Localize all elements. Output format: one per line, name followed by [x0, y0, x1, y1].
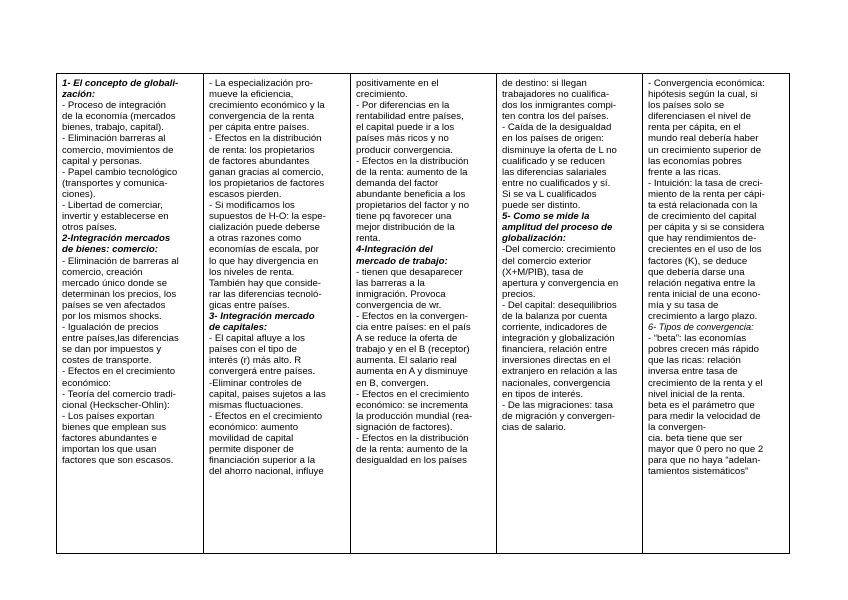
text-line: cional (Heckscher-Ohlin): [62, 399, 170, 411]
text-line: -Eliminar controles de [209, 377, 302, 389]
section-heading-line: mercado de trabajo: [356, 255, 448, 267]
section-heading-line: amplitud del proceso de [502, 222, 613, 234]
text-line: mayor que 0 pero no que 2 [648, 444, 764, 456]
text-line: per cápita y si se considera [648, 222, 765, 234]
text-line: de migración y convergen- [502, 410, 616, 422]
text-line: escasos pierden. [209, 188, 282, 200]
text-line: abundante beneficia a los [356, 188, 466, 200]
text-line: de destino: si llegan [502, 78, 587, 89]
text-line: - Efectos en el crecimiento [62, 366, 176, 378]
text-line: factores (K), se deduce [648, 255, 748, 267]
text-line: capital y personas. [62, 155, 142, 167]
text-line: factores abundantes e [62, 433, 157, 444]
section-heading-line: de bienes: comercio: [62, 244, 158, 256]
text-line: desigualdad en los países [356, 455, 467, 467]
text-line: nacionales, convergencia [502, 377, 611, 389]
text-line: - La especialización pro- [209, 78, 313, 89]
section-heading-line: 5- Como se mide la [502, 211, 590, 223]
text-line: renta per cápita, en el [648, 122, 741, 134]
text-line: la producción mundial (rea- [356, 410, 473, 422]
text-line: - Teoría del comercio tradi- [62, 388, 176, 400]
text-line: apertura y convergencia en [502, 277, 619, 289]
text-line: extranjero en relación a las [502, 366, 618, 378]
text-line: la convergen- [648, 421, 707, 433]
section-heading-line: 1- El concepto de globali- [62, 78, 179, 89]
table-column-5 [643, 74, 789, 553]
section-heading-line: 3- Integración mercado [209, 310, 315, 322]
text-line: - Efectos en la distribución [209, 133, 322, 145]
text-line: de la renta: aumento de la [356, 444, 468, 456]
text-line: aumenta en A y disminuye [356, 366, 468, 378]
text-line: convergencia de la renta [209, 111, 315, 123]
text-line: demanda del factor [356, 177, 439, 189]
text-line: a otras razones como [209, 233, 302, 245]
text-line: diferenciasen el nivel de [648, 111, 751, 123]
text-line: del ahorro nacional, influye [209, 466, 324, 478]
text-line: rentabilidad entre países, [356, 111, 464, 123]
text-line: nivel inicial de la renta. [648, 388, 746, 400]
text-line: aumenta. El salario real [356, 355, 457, 367]
text-line: - De las migraciones: tasa [502, 399, 613, 411]
text-line: miento de la renta per cápi- [648, 188, 765, 200]
text-line: se dan por impuestos y [62, 344, 162, 356]
text-line: un crecimiento superior de [648, 144, 762, 156]
notes-table [56, 73, 790, 554]
text-line: precios. [502, 288, 536, 300]
text-line: rar las diferencias tecnoló- [209, 288, 322, 300]
text-line: gicas entre países. [209, 299, 290, 311]
text-line: movilidad de capital [209, 433, 294, 444]
text-line: capital, paises sujetos a las [209, 388, 326, 400]
text-line: pobres crecen más rápido [648, 344, 759, 356]
text-line: determinan los precios, los [62, 288, 177, 300]
text-line: También hay que conside- [209, 277, 321, 289]
text-line: económico: aumento [209, 421, 299, 433]
text-line: - “beta”: las economías [648, 333, 747, 345]
text-line: cialización puede deberse [209, 222, 320, 234]
text-line: Si se va L cualificados [502, 188, 597, 200]
text-line: ciones). [62, 188, 96, 200]
text-line: las economías pobres [648, 155, 742, 167]
text-line: hipótesis según la cual, si [648, 89, 758, 101]
text-line: comercio, creación [62, 266, 143, 278]
text-line: convergerá entre países. [209, 366, 316, 378]
text-line: mía y su tasa de [648, 299, 719, 311]
section-heading-line: zación: [62, 89, 96, 101]
text-line: de factores abundantes [209, 155, 310, 167]
text-line: renta inicial de una econo- [648, 288, 761, 300]
text-line: inversiones directas en el [502, 355, 611, 367]
text-line: - Efectos en la distribución [356, 433, 469, 444]
text-line: - Los países exportan [62, 410, 155, 422]
text-line: inversa entre tasa de [648, 366, 738, 378]
text-line: ganan gracias al comercio, [209, 166, 324, 178]
text-line: importan los que usan [62, 444, 157, 456]
text-line: invertir y establecerse en [62, 211, 169, 223]
text-line: - Intuición: la tasa de creci- [648, 177, 763, 189]
text-line: convergencia de wr. [356, 299, 442, 311]
text-line: renta. [356, 233, 381, 245]
text-line: mejor distribución de la [356, 222, 455, 234]
text-line: que las ricas: relación [648, 355, 741, 367]
text-line: mercado único donde se [62, 277, 168, 289]
text-line: - Por diferencias en la [356, 100, 450, 112]
text-line: los propietarios de factores [209, 177, 325, 189]
text-line: supuestos de H-O: la espe- [209, 211, 326, 223]
text-line: comercio, movimientos de [62, 144, 174, 156]
text-line: trabajo y en el B (receptor) [356, 344, 470, 356]
text-line: en tipos de interés. [502, 388, 584, 400]
text-line: disminuye la oferta de L no [502, 144, 617, 156]
text-line: bienes que emplean sus [62, 421, 167, 433]
text-line: los países solo se [648, 100, 725, 112]
text-line: integración y globalización [502, 333, 615, 345]
text-line: - Efectos en la convergen- [356, 310, 468, 322]
text-line: en los países de origen: [502, 133, 604, 145]
text-line: puede ser distinto. [502, 200, 581, 212]
text-line: crecimiento económico y la [209, 100, 325, 112]
table-column-1 [57, 74, 204, 553]
section-heading-line: 6- Tipos de convergencia: [648, 322, 754, 333]
text-line: entre países,las diferencias [62, 333, 179, 345]
text-line: que debería darse una [648, 266, 745, 278]
text-line: trabajadores no cualifica- [502, 89, 610, 101]
text-line: positivamente en el [356, 78, 439, 89]
text-line: per cápita entre países. [209, 122, 310, 134]
text-line: costes de transporte. [62, 355, 152, 367]
text-line: frente a las ricas. [648, 166, 722, 178]
text-line: crecientes en el uso de los [648, 244, 762, 256]
text-line: economías de escala, por [209, 244, 319, 256]
text-line: que hay rendimientos de- [648, 233, 757, 245]
text-line: bienes, trabajo, capital). [62, 122, 164, 134]
section-heading-line: de capitales: [209, 322, 268, 334]
text-line: dos los inmigrantes compi- [502, 100, 617, 112]
text-line: países con el tipo de [209, 344, 298, 356]
text-line: beta es el parámetro que [648, 399, 755, 411]
text-line: - Libertad de comerciar, [62, 200, 163, 212]
text-line: - tienen que desaparecer [356, 266, 463, 278]
text-line: tamientos sistemáticos” [648, 466, 749, 478]
text-line: crecimiento de la renta y el [648, 377, 763, 389]
text-line: en B, convergen. [356, 377, 429, 389]
text-line: de la economía (mercados [62, 111, 176, 123]
text-line: corriente, indicadores de [502, 322, 608, 334]
text-line: - El capital afluye a los [209, 333, 305, 345]
text-line: cias de salario. [502, 421, 566, 433]
text-line: - Caída de la desigualdad [502, 122, 612, 134]
text-line: - Si modificamos los [209, 200, 295, 212]
text-line: mueve la eficiencia, [209, 89, 294, 101]
section-heading-line: 4-Integración del [356, 244, 433, 256]
text-line: por los mismos shocks. [62, 310, 162, 322]
text-line: - Papel cambio tecnológico [62, 166, 178, 178]
text-line: las diferencias salariales [502, 166, 607, 178]
text-line: - Eliminación barreras al [62, 133, 166, 145]
text-line: relación negativa entre la [648, 277, 756, 289]
table-column-3 [351, 74, 497, 553]
text-line: ta está relacionada con la [648, 200, 758, 212]
text-line: - Convergencia económica: [648, 78, 765, 89]
text-line: ten contra los del países. [502, 111, 609, 123]
text-line: A se reduce la oferta de [356, 333, 458, 345]
text-line: de crecimiento del capital [648, 211, 757, 223]
text-line: permite disponer de [209, 444, 294, 456]
text-line: financiera, relación entre [502, 344, 608, 356]
text-line: interés (r) más alto. R [209, 355, 302, 367]
text-line: - Efectos en el crecimiento [356, 388, 470, 400]
text-line: para que no haya “adelan- [648, 455, 761, 467]
text-line: - Proceso de integración [62, 100, 166, 112]
text-line: mismas fluctuaciones. [209, 399, 304, 411]
section-heading-line: globalización: [502, 233, 566, 245]
text-line: tiene pq favorecer una [356, 211, 452, 223]
text-line: de renta: los propietarios [209, 144, 315, 156]
text-line: - Eliminación de barreras al [62, 255, 179, 267]
text-line: producir convergencia. [356, 144, 454, 156]
text-line: mundo real debería haber [648, 133, 759, 145]
text-line: económico: [62, 377, 112, 389]
text-line: - Del capital: desequilibrios [502, 299, 617, 311]
text-line: países más ricos y no [356, 133, 449, 145]
section-heading-line: 2-Integración mercados [62, 233, 171, 245]
text-line: los niveles de renta. [209, 266, 295, 278]
text-line: para medir la velocidad de [648, 410, 761, 422]
text-line: financiación superior a la [209, 455, 316, 467]
text-line: cia entre países: en el país [356, 322, 471, 334]
text-line: - Efectos en la distribución [356, 155, 469, 167]
text-line: -Del comercio: crecimiento [502, 244, 616, 256]
text-line: cualificado y se reducen [502, 155, 605, 167]
text-line: crecimiento. [356, 89, 408, 101]
table-column-2 [204, 74, 351, 553]
text-line: crecimiento a largo plazo. [648, 310, 758, 322]
text-line: entre no cualificados y sí. [502, 177, 611, 189]
text-line: países se ven afectados [62, 299, 166, 311]
text-line: (transportes y comunica- [62, 177, 168, 189]
table-column-4 [497, 74, 643, 553]
text-line: (X+M/PIB), tasa de [502, 266, 584, 278]
text-line: otros países. [62, 222, 117, 234]
text-line: el capital puede ir a los [356, 122, 455, 134]
text-line: signación de factores). [356, 421, 453, 433]
text-line: cia. beta tiene que ser [648, 433, 743, 444]
text-line: lo que hay divergencia en [209, 255, 319, 267]
text-line: económico: se incrementa [356, 399, 468, 411]
text-line: - Igualación de precios [62, 322, 159, 334]
text-line: de la balanza por cuenta [502, 310, 608, 322]
text-line: propietarios del factor y no [356, 200, 470, 212]
text-line: de la renta: aumento de la [356, 166, 468, 178]
text-line: - Efectos en el crecimiento [209, 410, 323, 422]
text-line: del comercio exterior [502, 255, 592, 267]
text-line: inmigración. Provoca [356, 288, 446, 300]
text-line: factores que son escasos. [62, 455, 174, 467]
text-line: las barreras a la [356, 277, 425, 289]
